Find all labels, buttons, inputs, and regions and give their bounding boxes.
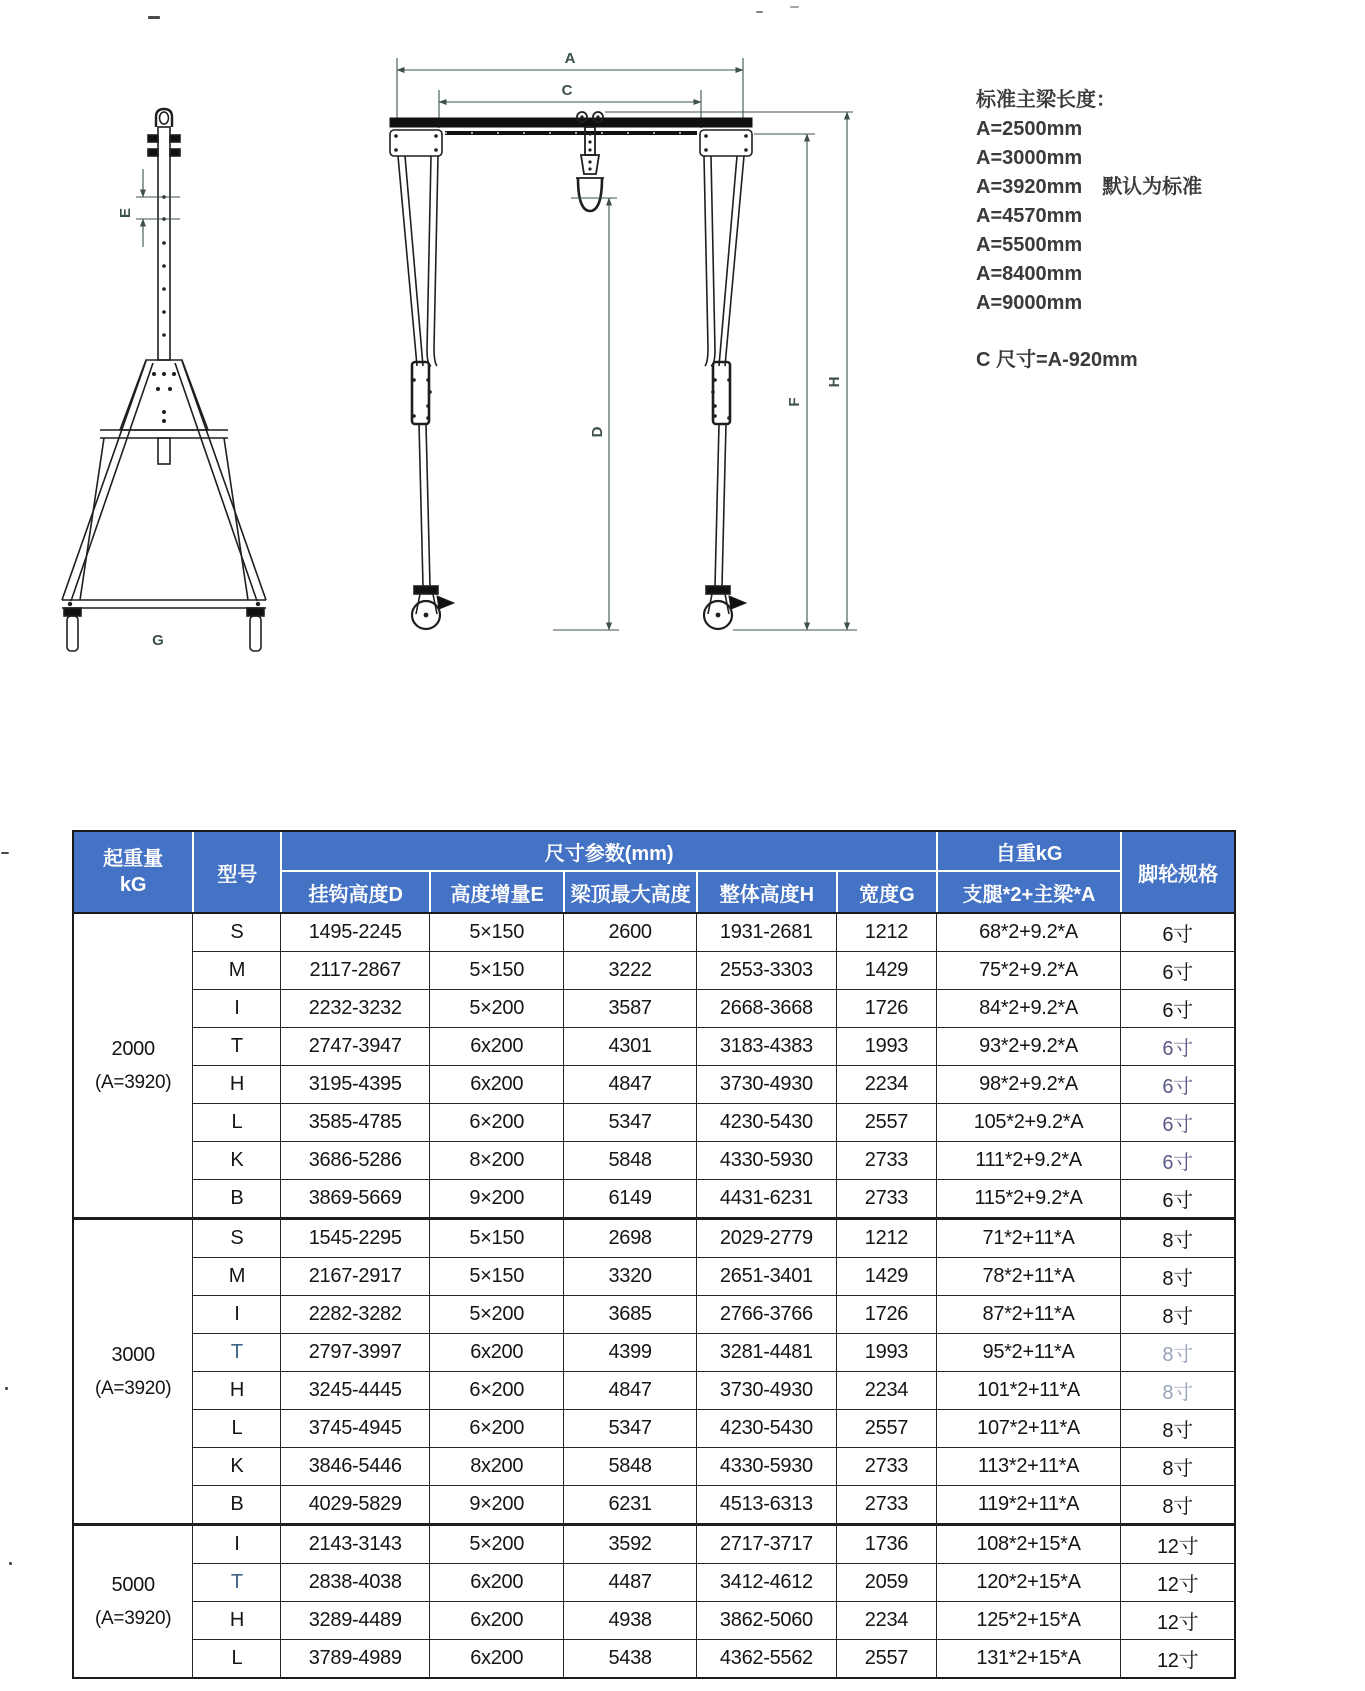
spec-row <box>74 1523 1234 1563</box>
caster-cell: 8寸 <box>1120 1485 1234 1523</box>
model-cell: H <box>192 1065 280 1103</box>
beam-length-value: A=3920mm <box>976 176 1083 198</box>
header-height-increment: 高度增量E <box>429 872 564 912</box>
height-increment-cell: 6x200 <box>429 1333 564 1371</box>
beam-top-max-cell: 3222 <box>563 951 695 989</box>
caster-cell: 6寸 <box>1120 912 1234 951</box>
dim-label-h: H <box>826 376 843 388</box>
spec-row <box>74 1409 1234 1447</box>
hook-height-cell: 2838-4038 <box>280 1563 428 1601</box>
hook-height-cell: 1545-2295 <box>280 1217 428 1257</box>
spec-row <box>74 1639 1234 1677</box>
spec-row <box>74 1217 1234 1257</box>
scan-artifact <box>1 852 9 854</box>
height-increment-cell: 6x200 <box>429 1027 564 1065</box>
default-note: 默认为标准 <box>1102 176 1203 198</box>
model-cell: H <box>192 1601 280 1639</box>
header-hook-height: 挂钩高度D <box>280 872 428 912</box>
spec-row <box>74 1179 1234 1217</box>
beam-top-max-cell: 3320 <box>563 1257 695 1295</box>
overall-height-cell: 2029-2779 <box>696 1217 836 1257</box>
model-cell: S <box>192 1217 280 1257</box>
hook-height-cell: 2232-3232 <box>280 989 428 1027</box>
beam-top-max-cell: 6149 <box>563 1179 695 1217</box>
beam-top-max-cell: 4938 <box>563 1601 695 1639</box>
height-increment-cell: 5×150 <box>429 912 564 951</box>
model-cell: I <box>192 989 280 1027</box>
header-width: 宽度G <box>836 872 936 912</box>
overall-height-cell: 4230-5430 <box>696 1409 836 1447</box>
overall-height-cell: 2651-3401 <box>696 1257 836 1295</box>
spec-row <box>74 1065 1234 1103</box>
beam-length-option: A=9000mm <box>976 292 1083 314</box>
self-weight-cell: 119*2+11*A <box>936 1485 1120 1523</box>
spec-table-body <box>74 912 1234 1677</box>
hook-height-cell: 4029-5829 <box>280 1485 428 1523</box>
self-weight-cell: 125*2+15*A <box>936 1601 1120 1639</box>
width-cell: 1993 <box>836 1333 936 1371</box>
beam-length-option-default <box>976 173 1336 202</box>
height-increment-cell: 8×200 <box>429 1141 564 1179</box>
model-cell: T <box>192 1563 280 1601</box>
hook-height-cell: 3869-5669 <box>280 1179 428 1217</box>
height-increment-cell: 9×200 <box>429 1179 564 1217</box>
height-increment-cell: 8x200 <box>429 1447 564 1485</box>
spec-row <box>74 989 1234 1027</box>
self-weight-cell: 120*2+15*A <box>936 1563 1120 1601</box>
caster-cell: 12寸 <box>1120 1563 1234 1601</box>
height-increment-cell: 5×200 <box>429 989 564 1027</box>
spec-table <box>74 832 1234 1677</box>
hook-height-cell: 2797-3997 <box>280 1333 428 1371</box>
hook-height-cell: 3245-4445 <box>280 1371 428 1409</box>
caster-cell: 6寸 <box>1120 1027 1234 1065</box>
beam-top-max-cell: 4301 <box>563 1027 695 1065</box>
caster-cell: 6寸 <box>1120 951 1234 989</box>
overall-height-cell: 2553-3303 <box>696 951 836 989</box>
caster-cell: 8寸 <box>1120 1371 1234 1409</box>
beam-length-option: A=4570mm <box>976 205 1083 227</box>
caster-cell: 6寸 <box>1120 1065 1234 1103</box>
spec-row <box>74 951 1234 989</box>
width-cell: 1429 <box>836 1257 936 1295</box>
self-weight-cell: 93*2+9.2*A <box>936 1027 1120 1065</box>
beam-top-max-cell: 4847 <box>563 1065 695 1103</box>
capacity-value: 2000 <box>111 1037 155 1060</box>
overall-height-cell: 4513-6313 <box>696 1485 836 1523</box>
model-cell: L <box>192 1639 280 1677</box>
height-increment-cell: 6x200 <box>429 1065 564 1103</box>
self-weight-cell: 131*2+15*A <box>936 1639 1120 1677</box>
width-cell: 2733 <box>836 1141 936 1179</box>
height-increment-cell: 6x200 <box>429 1563 564 1601</box>
beam-top-max-cell: 4847 <box>563 1371 695 1409</box>
overall-height-cell: 3730-4930 <box>696 1065 836 1103</box>
overall-height-cell: 3730-4930 <box>696 1371 836 1409</box>
spec-table-wrap <box>72 830 1236 1679</box>
spec-row <box>74 1371 1234 1409</box>
header-weight-group: 自重kG <box>936 832 1120 872</box>
spec-row <box>74 1563 1234 1601</box>
height-increment-cell: 5×150 <box>429 1257 564 1295</box>
width-cell: 1212 <box>836 912 936 951</box>
caster-cell: 8寸 <box>1120 1333 1234 1371</box>
caster-cell: 6寸 <box>1120 1141 1234 1179</box>
scan-artifact <box>148 16 160 19</box>
beam-top-max-cell: 5347 <box>563 1103 695 1141</box>
height-increment-cell: 6x200 <box>429 1639 564 1677</box>
caster-cell: 6寸 <box>1120 989 1234 1027</box>
caster-cell: 12寸 <box>1120 1639 1234 1677</box>
overall-height-cell: 2668-3668 <box>696 989 836 1027</box>
overall-height-cell: 4330-5930 <box>696 1141 836 1179</box>
height-increment-cell: 5×200 <box>429 1523 564 1563</box>
hook-height-cell: 2747-3947 <box>280 1027 428 1065</box>
width-cell: 2557 <box>836 1103 936 1141</box>
header-capacity-line1: 起重量 <box>103 848 164 870</box>
scan-artifact <box>5 1387 8 1390</box>
dim-label-a: A <box>564 50 576 67</box>
caster-cell: 6寸 <box>1120 1179 1234 1217</box>
beam-length-option: A=5500mm <box>976 234 1083 256</box>
capacity-cell <box>74 912 192 1217</box>
self-weight-cell: 105*2+9.2*A <box>936 1103 1120 1141</box>
spec-row <box>74 1295 1234 1333</box>
c-dimension-note: C 尺寸=A-920mm <box>976 349 1138 371</box>
header-overall-height: 整体高度H <box>696 872 836 912</box>
overall-height-cell: 4330-5930 <box>696 1447 836 1485</box>
beam-length-option: A=8400mm <box>976 263 1083 285</box>
header-capacity-line2: kG <box>119 874 147 896</box>
hook-height-cell: 2167-2917 <box>280 1257 428 1295</box>
header-dims-group: 尺寸参数(mm) <box>280 832 935 872</box>
self-weight-cell: 78*2+11*A <box>936 1257 1120 1295</box>
spec-row <box>74 1333 1234 1371</box>
beam-top-max-cell: 5848 <box>563 1141 695 1179</box>
model-cell: T <box>192 1027 280 1065</box>
caster-cell: 8寸 <box>1120 1257 1234 1295</box>
width-cell: 1212 <box>836 1217 936 1257</box>
capacity-value: 5000 <box>111 1573 155 1596</box>
height-increment-cell: 6×200 <box>429 1409 564 1447</box>
self-weight-cell: 113*2+11*A <box>936 1447 1120 1485</box>
capacity-cell <box>74 1217 192 1523</box>
width-cell: 1726 <box>836 989 936 1027</box>
beam-top-max-cell: 3592 <box>563 1523 695 1563</box>
model-cell: L <box>192 1409 280 1447</box>
overall-height-cell: 2766-3766 <box>696 1295 836 1333</box>
dim-label-g: G <box>152 632 164 649</box>
capacity-note: (A=3920) <box>95 1607 172 1629</box>
spec-row <box>74 1601 1234 1639</box>
width-cell: 2733 <box>836 1179 936 1217</box>
model-cell: M <box>192 1257 280 1295</box>
hook-height-cell: 3195-4395 <box>280 1065 428 1103</box>
self-weight-cell: 115*2+9.2*A <box>936 1179 1120 1217</box>
overall-height-cell: 3862-5060 <box>696 1601 836 1639</box>
dim-label-e: E <box>117 207 134 219</box>
dim-label-c: C <box>561 82 573 99</box>
header-weight-sub: 支腿*2+主梁*A <box>936 872 1120 912</box>
model-cell: S <box>192 912 280 951</box>
header-capacity <box>74 832 192 912</box>
model-cell: K <box>192 1141 280 1179</box>
self-weight-cell: 95*2+11*A <box>936 1333 1120 1371</box>
caster-cell: 6寸 <box>1120 1103 1234 1141</box>
height-increment-cell: 9×200 <box>429 1485 564 1523</box>
beam-top-max-cell: 5347 <box>563 1409 695 1447</box>
scan-artifact <box>756 11 763 13</box>
hook-height-cell: 3289-4489 <box>280 1601 428 1639</box>
beam-top-max-cell: 3587 <box>563 989 695 1027</box>
model-cell: B <box>192 1179 280 1217</box>
header-beam-top-max: 梁顶最大高度 <box>563 872 695 912</box>
overall-height-cell: 3183-4383 <box>696 1027 836 1065</box>
self-weight-cell: 84*2+9.2*A <box>936 989 1120 1027</box>
spec-row <box>74 912 1234 951</box>
beam-length-info <box>976 86 1336 375</box>
beam-top-max-cell: 2698 <box>563 1217 695 1257</box>
beam-top-max-cell: 6231 <box>563 1485 695 1523</box>
hook-height-cell: 1495-2245 <box>280 912 428 951</box>
hook-height-cell: 3745-4945 <box>280 1409 428 1447</box>
beam-top-max-cell: 4487 <box>563 1563 695 1601</box>
capacity-note: (A=3920) <box>95 1071 172 1093</box>
self-weight-cell: 87*2+11*A <box>936 1295 1120 1333</box>
hook-height-cell: 2282-3282 <box>280 1295 428 1333</box>
spec-row <box>74 1485 1234 1523</box>
model-cell: L <box>192 1103 280 1141</box>
height-increment-cell: 6×200 <box>429 1103 564 1141</box>
width-cell: 2557 <box>836 1409 936 1447</box>
height-increment-cell: 5×150 <box>429 1217 564 1257</box>
width-cell: 2733 <box>836 1485 936 1523</box>
beam-top-max-cell: 5848 <box>563 1447 695 1485</box>
beam-length-option: A=2500mm <box>976 118 1083 140</box>
caster-cell: 8寸 <box>1120 1295 1234 1333</box>
model-cell: I <box>192 1295 280 1333</box>
front-view-drawing <box>365 30 880 660</box>
model-cell: M <box>192 951 280 989</box>
hook-height-cell: 3789-4989 <box>280 1639 428 1677</box>
model-cell: T <box>192 1333 280 1371</box>
self-weight-cell: 75*2+9.2*A <box>936 951 1120 989</box>
beam-top-max-cell: 3685 <box>563 1295 695 1333</box>
self-weight-cell: 68*2+9.2*A <box>936 912 1120 951</box>
spec-row <box>74 1141 1234 1179</box>
capacity-note: (A=3920) <box>95 1377 172 1399</box>
self-weight-cell: 107*2+11*A <box>936 1409 1120 1447</box>
scan-artifact <box>790 6 799 8</box>
caster-cell: 8寸 <box>1120 1409 1234 1447</box>
side-view-drawing <box>40 85 290 665</box>
header-model: 型号 <box>192 832 280 912</box>
overall-height-cell: 3412-4612 <box>696 1563 836 1601</box>
width-cell: 2234 <box>836 1601 936 1639</box>
model-cell: I <box>192 1523 280 1563</box>
model-cell: B <box>192 1485 280 1523</box>
width-cell: 2234 <box>836 1371 936 1409</box>
hook-height-cell: 2143-3143 <box>280 1523 428 1563</box>
dim-label-d: D <box>589 426 606 438</box>
height-increment-cell: 6x200 <box>429 1601 564 1639</box>
model-cell: K <box>192 1447 280 1485</box>
width-cell: 2733 <box>836 1447 936 1485</box>
hook-height-cell: 2117-2867 <box>280 951 428 989</box>
width-cell: 1736 <box>836 1523 936 1563</box>
height-increment-cell: 6×200 <box>429 1371 564 1409</box>
width-cell: 1429 <box>836 951 936 989</box>
caster-cell: 12寸 <box>1120 1523 1234 1563</box>
scan-artifact <box>9 1562 12 1565</box>
width-cell: 2059 <box>836 1563 936 1601</box>
capacity-value: 3000 <box>111 1343 155 1366</box>
self-weight-cell: 71*2+11*A <box>936 1217 1120 1257</box>
beam-length-title: 标准主梁长度： <box>976 89 1116 111</box>
beam-top-max-cell: 5438 <box>563 1639 695 1677</box>
width-cell: 1726 <box>836 1295 936 1333</box>
spec-row <box>74 1027 1234 1065</box>
beam-length-option: A=3000mm <box>976 147 1083 169</box>
self-weight-cell: 111*2+9.2*A <box>936 1141 1120 1179</box>
dim-label-f: F <box>786 397 803 407</box>
overall-height-cell: 1931-2681 <box>696 912 836 951</box>
caster-cell: 8寸 <box>1120 1447 1234 1485</box>
hook-height-cell: 3846-5446 <box>280 1447 428 1485</box>
overall-height-cell: 4362-5562 <box>696 1639 836 1677</box>
self-weight-cell: 108*2+15*A <box>936 1523 1120 1563</box>
hook-height-cell: 3686-5286 <box>280 1141 428 1179</box>
width-cell: 2234 <box>836 1065 936 1103</box>
header-caster: 脚轮规格 <box>1120 832 1234 912</box>
overall-height-cell: 2717-3717 <box>696 1523 836 1563</box>
width-cell: 2557 <box>836 1639 936 1677</box>
spec-row <box>74 1103 1234 1141</box>
width-cell: 1993 <box>836 1027 936 1065</box>
capacity-cell <box>74 1523 192 1677</box>
self-weight-cell: 101*2+11*A <box>936 1371 1120 1409</box>
beam-top-max-cell: 2600 <box>563 912 695 951</box>
beam-top-max-cell: 4399 <box>563 1333 695 1371</box>
spec-row <box>74 1257 1234 1295</box>
model-cell: H <box>192 1371 280 1409</box>
height-increment-cell: 5×200 <box>429 1295 564 1333</box>
hook-height-cell: 3585-4785 <box>280 1103 428 1141</box>
caster-cell: 12寸 <box>1120 1601 1234 1639</box>
self-weight-cell: 98*2+9.2*A <box>936 1065 1120 1103</box>
overall-height-cell: 3281-4481 <box>696 1333 836 1371</box>
overall-height-cell: 4431-6231 <box>696 1179 836 1217</box>
caster-cell: 8寸 <box>1120 1217 1234 1257</box>
height-increment-cell: 5×150 <box>429 951 564 989</box>
overall-height-cell: 4230-5430 <box>696 1103 836 1141</box>
spec-row <box>74 1447 1234 1485</box>
